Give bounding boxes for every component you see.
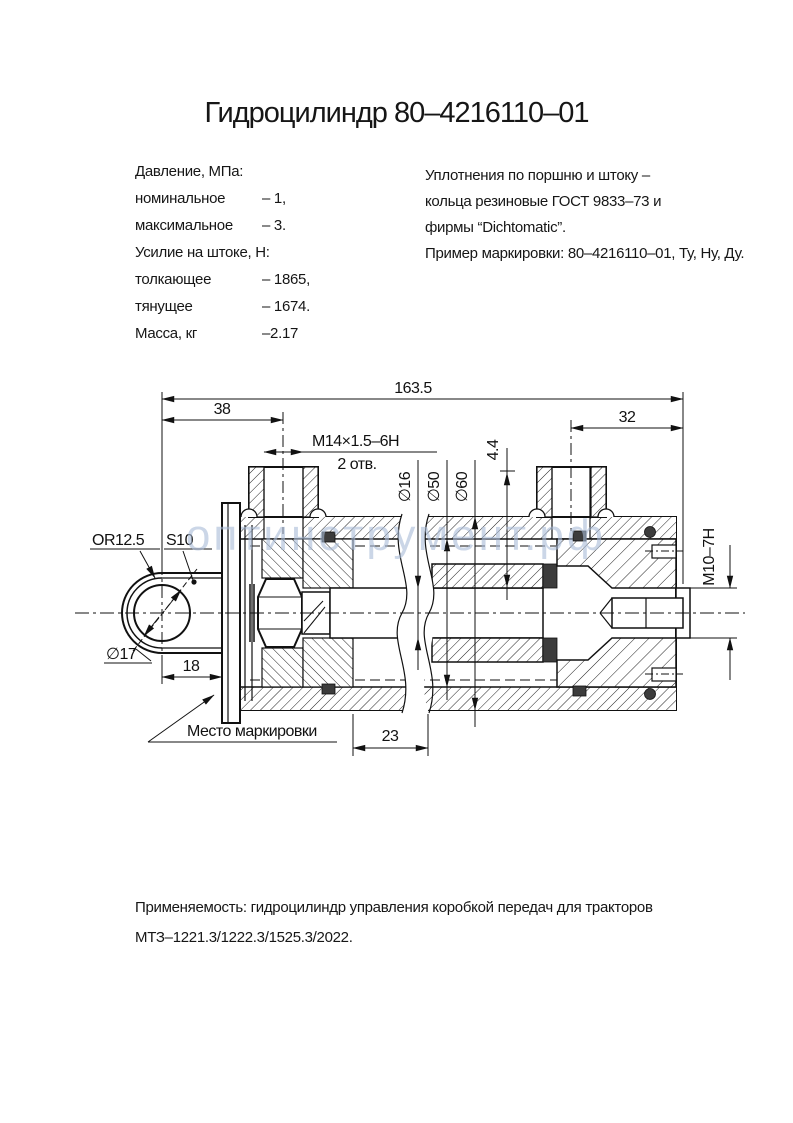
dim-right-offset: 32 xyxy=(618,409,636,426)
application-line: МТЗ–1221.3/1222.3/1525.3/2022. xyxy=(135,929,353,946)
spec-label: тянущее xyxy=(135,298,193,315)
spec-label: Усилие на штоке, Н: xyxy=(135,244,270,261)
marking-place-label: Место маркировки xyxy=(187,723,317,740)
spec-value: –2.17 xyxy=(262,325,299,342)
dim-step: 4.4 xyxy=(485,439,502,461)
dim-overall-length: 163.5 xyxy=(394,380,432,397)
dim-eye-hole: ∅17 xyxy=(106,646,137,663)
dim-eye-radius: OR12.5 xyxy=(92,532,145,549)
piston-seal xyxy=(543,638,557,662)
dim-bore-diameter: ∅50 xyxy=(426,471,443,503)
spec-row xyxy=(135,190,385,217)
bleed-screw xyxy=(652,545,676,558)
application-note xyxy=(135,893,695,953)
seals-note xyxy=(425,163,755,267)
dim-wrench-size: S10 xyxy=(166,532,193,549)
page-title: Гидроцилиндр 80–4216110–01 xyxy=(204,97,589,129)
spec-row xyxy=(135,298,385,325)
spec-value: – 3. xyxy=(262,217,286,234)
piston-seal xyxy=(543,564,557,588)
dim-port-thread: M14×1.5–6H xyxy=(312,433,400,450)
o-ring-seal xyxy=(573,686,586,696)
seals-note-line: Уплотнения по поршню и штоку – xyxy=(425,167,650,184)
seals-note-line: Пример маркировки: 80–4216110–01, Ту, Ну, Ду. xyxy=(425,245,745,262)
threaded-hole xyxy=(612,598,683,628)
dim-end-thread: M10–7H xyxy=(701,528,718,586)
spec-label: Давление, МПа: xyxy=(135,163,244,180)
dim-port-count: 2 отв. xyxy=(337,456,377,473)
dim-eye-length: 18 xyxy=(182,658,200,675)
spec-label: толкающее xyxy=(135,271,212,288)
dim-outer-diameter: ∅60 xyxy=(454,471,471,503)
spec-label: номинальное xyxy=(135,190,226,207)
o-ring-seal xyxy=(322,684,335,694)
spec-row xyxy=(135,271,385,298)
o-ring-seal xyxy=(645,527,656,538)
spec-row xyxy=(135,217,385,244)
spec-row xyxy=(135,244,385,271)
dim-piston: 23 xyxy=(381,728,399,745)
bleed-screw xyxy=(652,668,676,681)
spec-label: максимальное xyxy=(135,217,233,234)
application-line: Применяемость: гидроцилиндр управления коробкой передач для тракторов xyxy=(135,899,653,916)
technical-drawing xyxy=(0,345,793,775)
seals-note-line: кольца резиновые ГОСТ 9833–73 и xyxy=(425,193,662,210)
spec-value: – 1674. xyxy=(262,298,310,315)
spec-row xyxy=(135,163,385,190)
seals-note-line: фирмы “Dichtomatic”. xyxy=(425,219,566,236)
spec-label: Масса, кг xyxy=(135,325,198,342)
dim-rod-diameter: ∅16 xyxy=(397,471,414,503)
spec-block xyxy=(135,163,385,352)
o-ring-seal xyxy=(645,689,656,700)
dim-left-offset: 38 xyxy=(213,401,231,418)
watermark: оптинструмент.рф xyxy=(185,511,607,560)
spec-value: – 1865, xyxy=(262,271,310,288)
spec-value: – 1, xyxy=(262,190,286,207)
